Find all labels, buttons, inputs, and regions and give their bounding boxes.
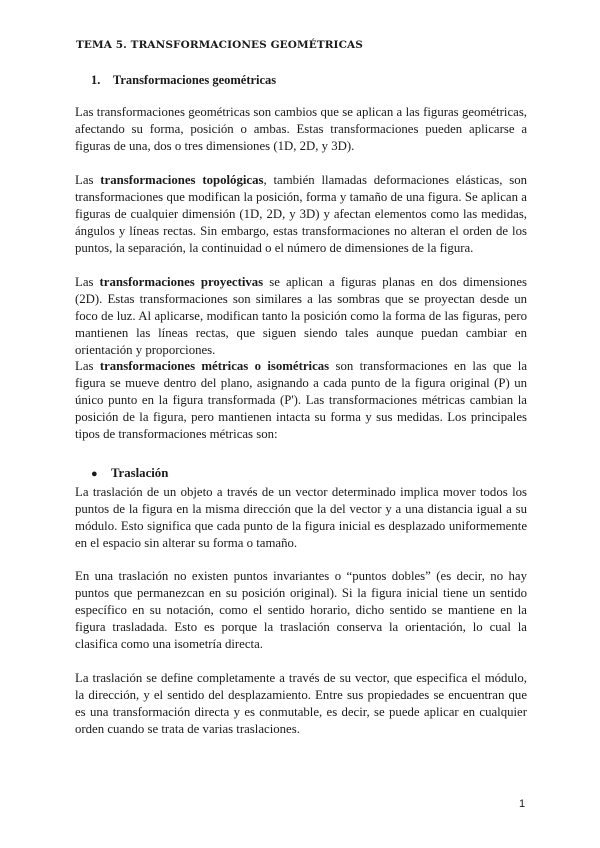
section-title: Transformaciones geométricas (112, 73, 277, 87)
paragraph-intro: Las transformaciones geométricas son cambios que se aplican a las figuras geométricas, afectando su forma, posición o ambas. Estas transformaciones pueden aplicarse a figuras de una, dos o tres dimensiones (1D, 2D, y 3D). (75, 105, 527, 153)
paragraph-topological (75, 172, 527, 257)
bullet-traslacion (91, 466, 168, 481)
paragraph-projective (75, 274, 527, 359)
text-run: son transformaciones en las que la figura se mueve dentro del plano, asignando a cada punto de la figura original (P) un único punto en la figura transformada (P'). Las transformaciones métricas cambian la posición de la figura, pero mantienen intacta su forma y sus medidas. Los principales tipos de transformaciones métricas son: (75, 359, 527, 441)
term-metric: transformaciones métricas o isométricas (99, 359, 330, 373)
text-run: Las (75, 275, 100, 289)
text-run: Las (75, 359, 100, 373)
paragraph-traslacion-vector: La traslación se define completamente a través de su vector, que especifica el módulo, la dirección, y el sentido del desplazamiento. Entre sus propiedades se encuentran que es una transformación directa y es conmutable, es decir, se puede aplicar en cualquier orden cuando se trata de varias traslaciones. (75, 671, 527, 736)
text-run: , también llamadas deformaciones elásticas, son transformaciones que modifican la posición, forma y tamaño de una figura. Se aplican a figuras de cualquier dimensión (1D, 2D, y 3D) y afectan elementos como las medidas, ángulos y líneas rectas. Sin embargo, estas transformaciones no alteran el orden de los puntos, la separación, la continuidad o el número de dimensiones de la figura. (75, 173, 527, 255)
section-heading (91, 73, 276, 88)
term-topological: transformaciones topológicas (100, 173, 264, 187)
paragraph-traslacion-definition: La traslación de un objeto a través de un vector determinado implica mover todos los puntos de la figura en la misma dirección que la del vector y a una distancia igual a su módulo. Esto significa que cada punto de la figura inicial es desplazado uniformemente en el espacio sin alterar su forma o tamaño. (75, 485, 527, 550)
page-number: 1 (519, 798, 526, 810)
page-header: TEMA 5. TRANSFORMACIONES GEOMÉTRICAS (76, 39, 363, 51)
bullet-label: Traslación (110, 466, 169, 480)
text-run: Las (75, 173, 101, 187)
paragraph-metric (75, 358, 527, 443)
paragraph-traslacion-invariants: En una traslación no existen puntos invariantes o “puntos dobles” (es decir, no hay puntos que permanezcan en su posición original). Si la figura inicial tiene un sentido específico en su notación, como el sentido horario, dicho sentido se mantiene en la figura trasladada. Esto es porque la traslación conserva la orientación, lo cual la clasifica como una isometría directa. (75, 569, 527, 651)
bullet-icon: ● (91, 468, 98, 480)
term-projective: transformaciones proyectivas (99, 275, 264, 289)
section-number: 1. (91, 73, 101, 87)
text-run: se aplican a figuras planas en dos dimensiones (2D). Estas transformaciones son similares a las sombras que se proyectan desde un foco de luz. Al aplicarse, modifican tanto la posición como la forma de las figuras, pero mantienen las líneas rectas, que siguen siendo tales aunque puedan cambiar en orientación y proporciones. (75, 275, 527, 357)
